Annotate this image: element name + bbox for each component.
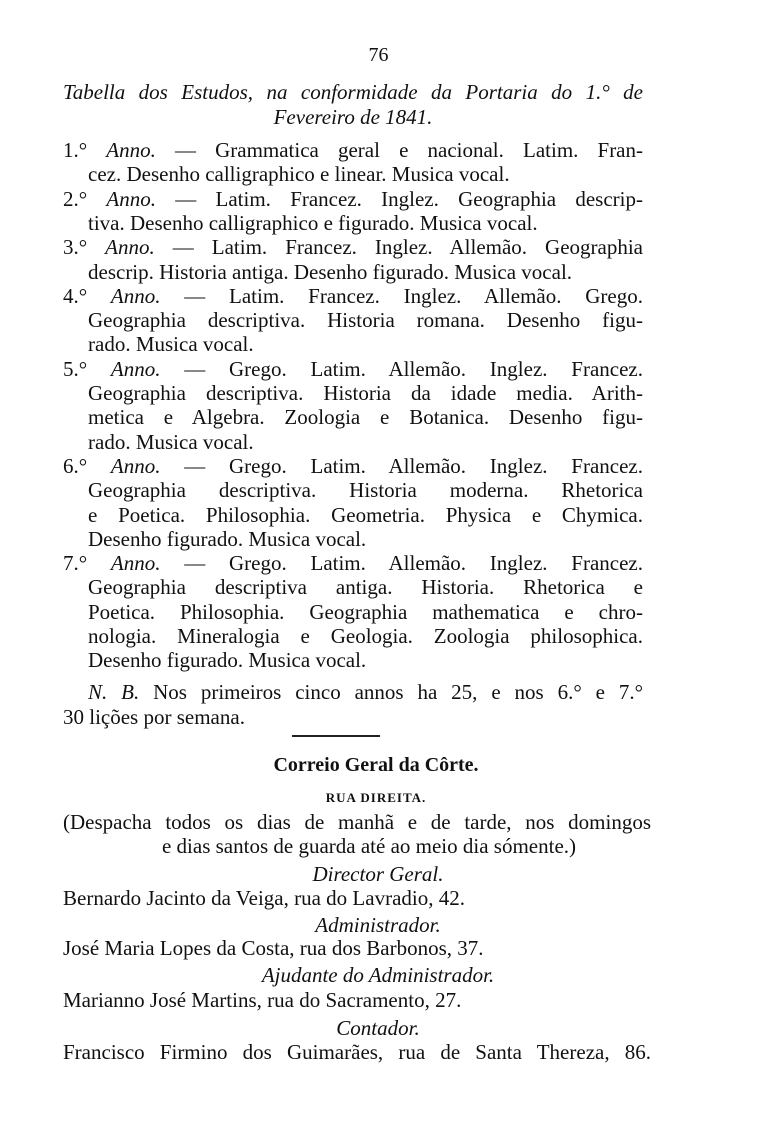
- entry-number: 7.°: [63, 551, 111, 576]
- entry-text: — Latim. Francez. Inglez. Allemão. Geographia: [172, 235, 643, 260]
- entry-6-line-2: Geographia descriptiva. Historia moderna. Rhetorica: [88, 478, 643, 503]
- correio-heading: Correio Geral da Côrte.: [273, 754, 479, 776]
- entry-5-line-4: rado. Musica vocal.: [88, 429, 254, 454]
- role-director: Director Geral.: [312, 862, 444, 886]
- entry-4-line-1: [63, 284, 643, 309]
- entry-3-line-1: [63, 235, 643, 260]
- entry-6-line-3: e Poetica. Philosophia. Geometria. Physica e Chymica.: [88, 502, 643, 527]
- entry-2-line-1: [63, 187, 643, 212]
- entry-number: 4.°: [63, 283, 111, 308]
- person-ajudante: Marianno José Martins, rua do Sacramento, 27.: [63, 988, 462, 1012]
- entry-4-line-2: Geographia descriptiva. Historia romana. Desenho figu-: [88, 308, 643, 333]
- entry-4-line-3: rado. Musica vocal.: [88, 332, 254, 357]
- entry-label: Anno.: [110, 356, 185, 381]
- entry-text: — Grego. Latim. Allemão. Inglez. Francez.: [184, 551, 643, 576]
- entry-text: — Grego. Latim. Allemão. Inglez. Francez.: [184, 453, 643, 478]
- person-contador: Francisco Firmino dos Guimarães, rua de Santa Thereza, 86.: [63, 1040, 651, 1064]
- entry-7-line-5: Desenho figurado. Musica vocal.: [88, 648, 367, 673]
- entry-text: — Grego. Latim. Allemão. Inglez. Francez.: [184, 356, 643, 381]
- section-divider: [292, 735, 380, 737]
- entry-label: Anno.: [105, 235, 173, 260]
- entry-text: — Latim. Francez. Inglez. Allemão. Grego.: [184, 283, 643, 308]
- title-line-1: Tabella dos Estudos, na conformidade da Portaria do 1.° de: [63, 80, 643, 104]
- entry-5-line-1: [63, 357, 643, 382]
- entry-label: Anno.: [110, 551, 185, 576]
- entry-2-line-2: tiva. Desenho calligraphico e figurado. Musica vocal.: [88, 210, 538, 235]
- entry-6-line-4: Desenho figurado. Musica vocal.: [88, 526, 367, 551]
- hours-line-2: e dias santos de guarda até ao meio dia sómente.): [161, 834, 577, 858]
- entry-number: 5.°: [63, 356, 111, 381]
- role-ajudante: Ajudante do Administrador.: [261, 963, 495, 987]
- entry-label: Anno.: [110, 453, 185, 478]
- entry-7-line-2: Geographia descriptiva antiga. Historia. Rhetorica e: [88, 575, 643, 600]
- entry-7-line-3: Poetica. Philosophia. Geographia mathematica e chro-: [88, 599, 643, 624]
- entry-6-line-1: [63, 454, 643, 479]
- entry-label: Anno.: [106, 186, 176, 211]
- person-director: Bernardo Jacinto da Veiga, rua do Lavradio, 42.: [63, 886, 465, 910]
- entry-1-line-2: cez. Desenho calligraphico e linear. Musica vocal.: [88, 162, 510, 187]
- correio-street: RUA DIREITA.: [325, 790, 427, 805]
- entry-text: — Latim. Francez. Inglez. Geographia descrip-: [175, 186, 643, 211]
- entry-3-line-2: descrip. Historia antiga. Desenho figurado. Musica vocal.: [88, 259, 573, 284]
- entry-number: 6.°: [63, 453, 111, 478]
- entry-number: 1.°: [63, 138, 107, 162]
- entry-label: Anno.: [106, 138, 175, 162]
- note-line-1: [88, 680, 643, 705]
- note-text: Nos primeiros cinco annos ha 25, e nos 6.° e 7.°: [153, 680, 643, 704]
- role-administrador: Administrador.: [315, 913, 441, 937]
- entry-7-line-1: [63, 551, 643, 576]
- role-contador: Contador.: [336, 1016, 420, 1040]
- entry-number: 3.°: [63, 235, 106, 260]
- entry-label: Anno.: [110, 283, 185, 308]
- entry-number: 2.°: [63, 186, 107, 211]
- entry-5-line-3: metica e Algebra. Zoologia e Botanica. Desenho figu-: [88, 405, 643, 430]
- title-line-2: Fevereiro de 1841.: [273, 105, 433, 129]
- page-number: 76: [368, 44, 389, 66]
- note-label: N. B.: [88, 680, 140, 704]
- note-line-2: 30 lições por semana.: [63, 705, 245, 729]
- entry-5-line-2: Geographia descriptiva. Historia da idade media. Arith-: [88, 381, 643, 405]
- entry-1-line-1: [63, 138, 643, 163]
- person-administrador: José Maria Lopes da Costa, rua dos Barbonos, 37.: [63, 936, 484, 960]
- entry-text: — Grammatica geral e nacional. Latim. Fran-: [174, 138, 643, 162]
- entry-7-line-4: nologia. Mineralogia e Geologia. Zoologia philosophica.: [88, 624, 643, 648]
- hours-line-1: (Despacha todos os dias de manhã e de tarde, nos domingos: [63, 810, 651, 834]
